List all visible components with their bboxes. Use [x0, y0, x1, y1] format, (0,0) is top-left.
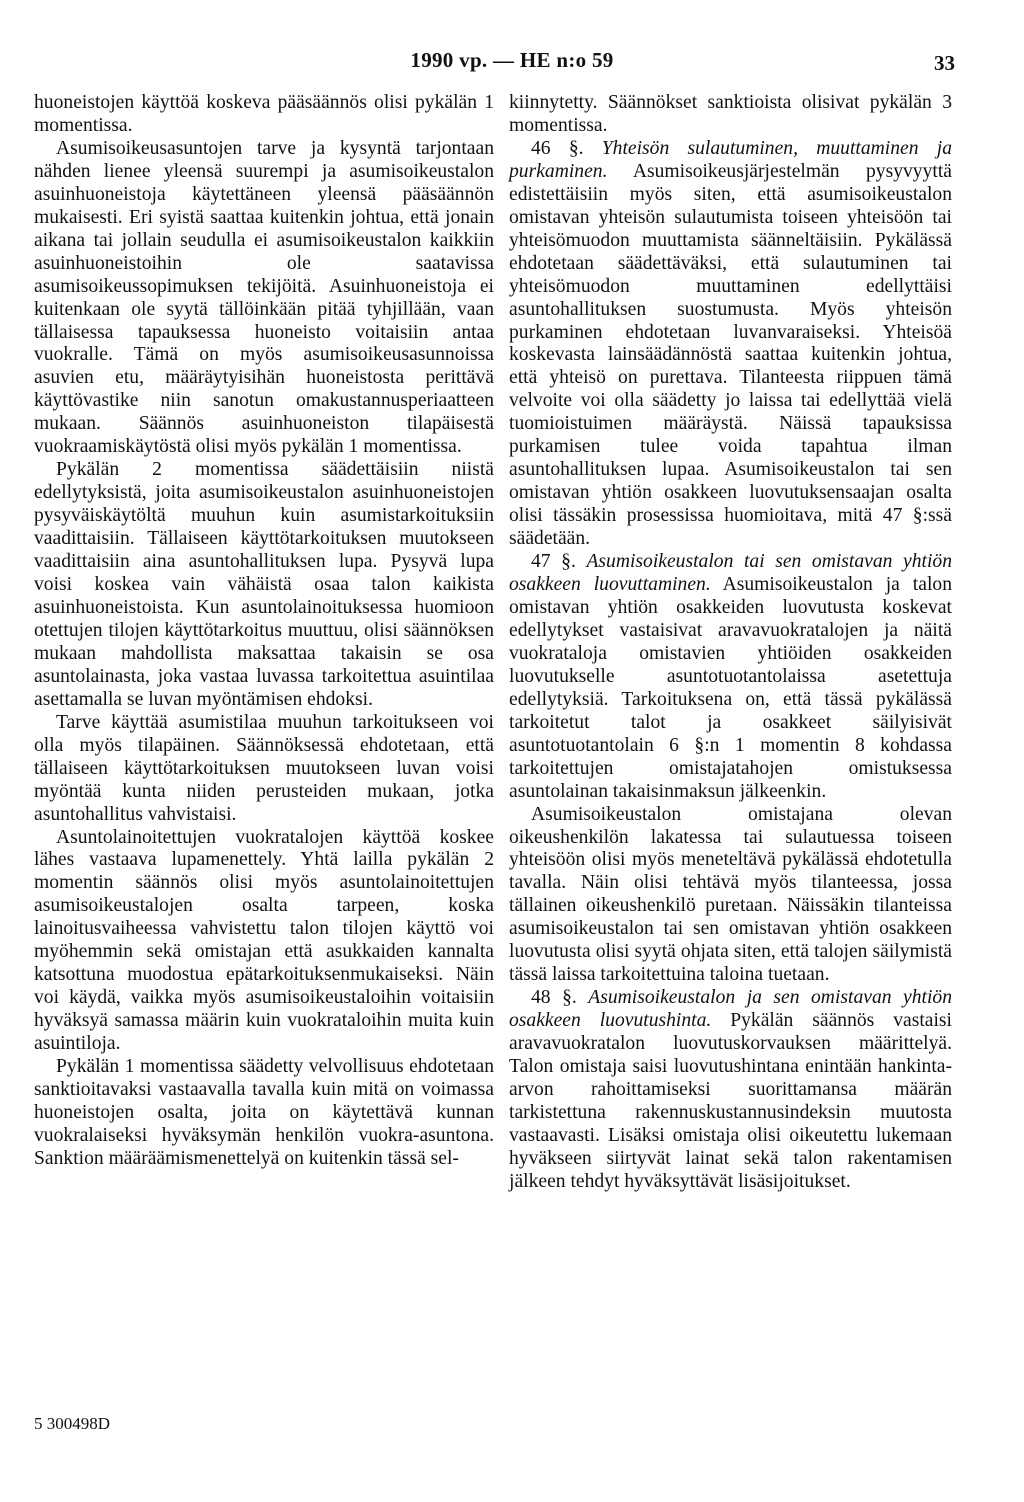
right-column — [509, 92, 952, 1194]
left-column — [34, 92, 494, 1171]
paragraph: kiinnytetty. Säännökset sanktioista olisivat pykälän 3 momentissa. — [509, 92, 952, 136]
section-text: Asumisoikeustalon ja talon omistavan yhtiön osakkeiden luovutusta koskevat edellytykset vastaisivat aravavuokratalojen ja näitä vuokrataloja omistavien yhtiöiden osakkeiden luovutukselle asuntotuotantolaissa asetettuja edellytyksiä. Tarkoituksena on, että tässä pykälässä tarkoitetut talot ja osakkeet säilyisivät asuntotuotantolain 6 §:n 1 momentin 8 kohdassa tarkoitettujen omistajatahojen omistuksessa asuntolainan takaisinmaksun jälkeenkin. — [509, 574, 952, 802]
section-text: Pykälän säännös vastaisi aravavuokratalon luovutuskorvauksen määrittelyä. Talon omistaja saisi luovutushintana enintään hankinta-arvon rahoittamiseksi suorittamansa määrän tarkistettuna rakennuskustannusindeksin muutosta vastaavasti. Lisäksi omistaja olisi oikeutettu lukemaan hyväkseen siirtyvät lainat sekä talon rakentamisen jälkeen tehdyt hyväksyttävät lisäsijoitukset. — [509, 1010, 952, 1192]
paragraph: Pykälän 1 momentissa säädetty velvollisuus ehdotetaan sanktioitavaksi vastaavalla tavalla kuin mitä on voimassa huoneistojen osalta, joita on käytettävä kunnan vuokralaiseksi hyväksymän henkilön vuokra-asuntona. Sanktion määräämismenettelyä on kuitenkin tässä sel- — [34, 1056, 494, 1169]
section-47 — [509, 551, 952, 803]
section-title: Asumisoikeustalon tai sen omistavan yhtiön osakkeen luovuttaminen. — [509, 551, 952, 596]
paragraph: Asuntolainoitettujen vuokratalojen käyttöä koskee lähes vastaava lupamenettely. Yhtä lailla pykälän 2 momentin säännös olisi myös asuntolainoitettujen asumisoikeustalojen osalta tarpeen, koska lainoitusvaiheessa vahvistettu talon tilojen käyttö voi myöhemmin sekä omistajan että asukkaiden kannalta katsottuna muodostua epätarkoituksenmukaiseksi. Näin voi käydä, vaikka myös asumisoikeustaloihin voitaisiin hyväksyä samassa määrin kuin vuokrataloihin muita kuin asuintiloja. — [34, 826, 494, 1055]
footer-code: 5 300498D — [34, 1414, 111, 1433]
section-48 — [509, 987, 952, 1194]
section-number: 48 §. — [531, 987, 577, 1009]
paragraph: huoneistojen käyttöä koskeva pääsäännös olisi pykälän 1 momentissa. — [34, 92, 494, 136]
section-title: Yhteisön sulautuminen, muuttaminen ja purkaminen. — [509, 137, 952, 182]
paragraph: Asumisoikeustalon omistajana olevan oikeushenkilön lakatessa tai sulautuessa toiseen yhteisöön olisi myös meneteltävä pykälässä ehdotetulla tavalla. Näin olisi tehtävä myös tilanteessa, jossa tällainen oikeushenkilö puretaan. Näissäkin tilanteissa asumisoikeustalon tai sen omistavan yhtiön osakkeen luovutusta olisi syytä ohjata siten, että talojen säilymistä tässä laissa tarkoitettuina taloina tuetaan. — [509, 803, 952, 986]
page-number: 33 — [934, 51, 955, 75]
running-header: 1990 vp. — HE n:o 59 — [410, 48, 614, 72]
section-number: 46 §. — [531, 137, 584, 159]
section-title: Asumisoikeustalon ja sen omistavan yhtiön osakkeen luovutushinta. — [509, 987, 953, 1032]
paragraph: Asumisoikeusasuntojen tarve ja kysyntä tarjontaan nähden lienee yleensä suurempi ja asumisoikeustalon asuinhuoneistoja käytettäneen yleensä pääsäännön mukaisesti. Eri syistä saattaa kuitenkin johtua, että jonain aikana tai jollain seudulla ei asumisoikeustalon kaikkiin asuinhuoneistoihin ole saatavissa asumisoikeussopimuksen tekijöitä. Asuinhuoneistoja ei kuitenkaan ole syytä tällöinkään pitää tyhjillään, vaan tällaisessa tapauksessa huoneisto voitaisiin antaa vuokralle. Tämä on myös asumisoikeusasunnoissa asuvien etu, määräytyisihän huoneistosta perittävä käyttövastike niin sanotun omakustannusperiaatteen mukaan. Säännös asuinhuoneiston tilapäisestä vuokraamiskäytöstä olisi myös pykälän 1 momentissa. — [34, 137, 494, 458]
section-number: 47 §. — [531, 551, 576, 573]
paragraph: Pykälän 2 momentissa säädettäisiin niistä edellytyksistä, joita asumisoikeustalon asuinhuoneistojen pysyväiskäytöltä muuhun kuin asumistarkoituksiin vaadittaisiin. Tällaiseen käyttötarkoituksen muutokseen vaadittaisiin aina asuntohallituksen lupa. Pysyvä lupa voisi koskea vain vähäistä osaa talon kaikista asuinhuoneistoista. Kun asuntolainoituksessa huomioon otettujen tilojen käyttötarkoitus muuttuu, olisi säännöksen mukaan mahdollista maksattaa takaisin se osa asuntolainasta, joka vastaa luvassa tarkoitettua asuintilaa asettamalla se luvan myöntämisen ehdoksi. — [34, 459, 494, 710]
section-46 — [509, 138, 952, 551]
paragraph: Tarve käyttää asumistilaa muuhun tarkoitukseen voi olla myös tilapäinen. Säännöksessä ehdotetaan, että tällaiseen käyttötarkoituksen muutokseen luvan voisi myöntää kunta niiden perusteiden mukaan, jotka asuntohallitus vahvistaisi. — [34, 711, 494, 825]
section-text: Asumisoikeusjärjestelmän pysyvyyttä edistettäisiin myös siten, että asumisoikeustalon omistavan yhteisön sulautumista toiseen yhteisöön tai yhteisömuodon muuttamista säänneltäisiin. Pykälässä ehdotetaan säädettäväksi, että sulautuminen tai yhteisömuodon muuttaminen edellyttäisi asuntohallituksen suostumusta. Myös yhteisön purkaminen ehdotetaan luvanvaraiseksi. Yhteisöä koskevasta lainsäädännöstä saattaa kuitenkin johtua, että yhteisö on purettava. Tilanteesta riippuen tämä velvoite voi olla säädetty jo laissa tai edellyttää vielä tuomioistuimen määräystä. Näissä tapauksissa purkamisen tulee voida tapahtua ilman asuntohallituksen lupaa. Asumisoikeustalon tai sen omistavan yhtiön osakkeen luovutuksensaajan osalta olisi tässäkin prosessissa huomioitava, mitä 47 §:ssä säädetään. — [509, 160, 952, 550]
